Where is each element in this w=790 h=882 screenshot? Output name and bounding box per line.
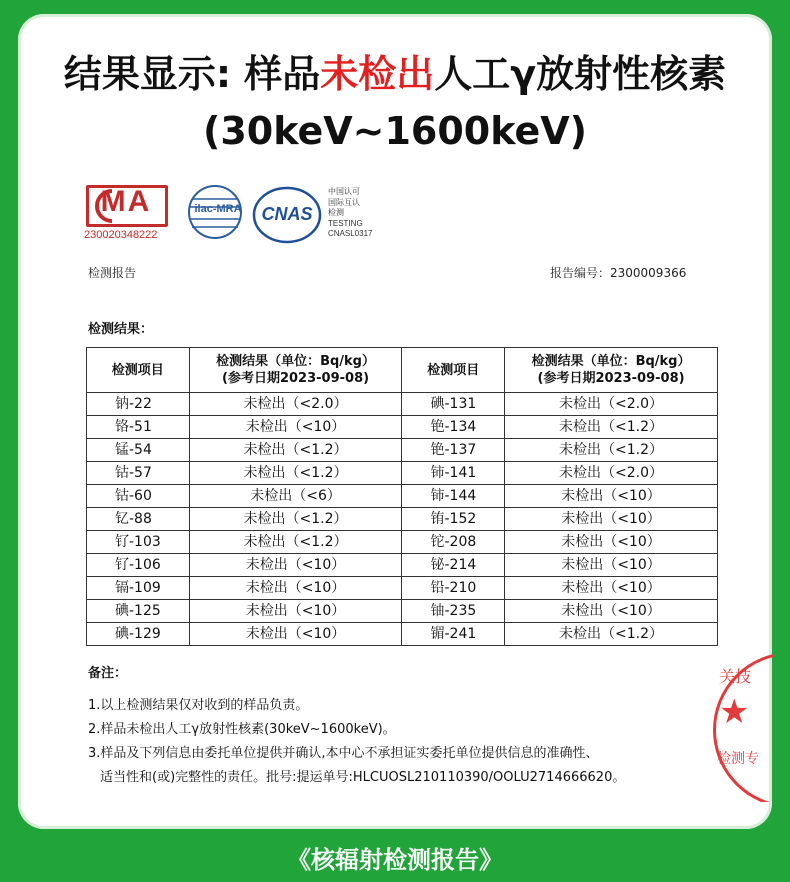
result-cell: 未检出（<1.2） (189, 531, 402, 554)
official-seal (713, 652, 773, 802)
header-item: 检测项目 (87, 348, 190, 393)
cnas-info (328, 187, 372, 240)
ilac-label: ilac-MRA (194, 203, 242, 215)
result-cell: 未检出（<1.2） (505, 439, 718, 462)
report-label: 检测报告 (88, 266, 137, 280)
cnas-info-line: TESTING (328, 218, 363, 228)
result-cell: 未检出（<10） (189, 600, 402, 623)
nuclide-cell: 铕-152 (402, 508, 505, 531)
result-cell: 未检出（<10） (505, 508, 718, 531)
result-cell: 未检出（<1.2） (189, 508, 402, 531)
notes-title: 备注： (88, 666, 128, 681)
result-cell: 未检出（<6） (189, 485, 402, 508)
header-result (189, 348, 402, 393)
table-row (87, 485, 718, 508)
table-row (87, 393, 718, 416)
nuclide-cell: 铈-144 (402, 485, 505, 508)
seal-star-icon: ★ (719, 692, 750, 732)
header-result-line: 检测结果（单位：Bq/kg） (216, 354, 375, 369)
headline-highlight: 未检出 (320, 52, 435, 96)
note-line: 3.样品及下列信息由委托单位提供并确认,本中心不承担证实委托单位提供信息的准确性、 (88, 746, 599, 761)
seal-text-top: 关技 (719, 667, 752, 686)
table-row (87, 462, 718, 485)
nuclide-cell: 钇-88 (87, 508, 190, 531)
result-cell: 未检出（<2.0） (189, 393, 402, 416)
table-row (87, 577, 718, 600)
headline-prefix: 结果显示: 样品 (63, 52, 321, 96)
nuclide-cell: 碘-125 (87, 600, 190, 623)
nuclide-cell: 铯-134 (402, 416, 505, 439)
nuclide-cell: 铋-214 (402, 554, 505, 577)
nuclide-cell: 镅-241 (402, 623, 505, 646)
cnas-label: CNAS (261, 204, 313, 224)
results-title: 检测结果： (88, 322, 154, 337)
result-cell: 未检出（<1.2） (189, 439, 402, 462)
table-row (87, 554, 718, 577)
cnas-info-line: 检测 (328, 208, 344, 217)
results-table (86, 347, 718, 646)
nuclide-cell: 镉-109 (87, 577, 190, 600)
nuclide-cell: 碘-129 (87, 623, 190, 646)
nuclide-cell: 锰-54 (87, 439, 190, 462)
result-cell: 未检出（<10） (189, 623, 402, 646)
nuclide-cell: 碘-131 (402, 393, 505, 416)
nuclide-cell: 钴-60 (87, 485, 190, 508)
table-row (87, 416, 718, 439)
headline (0, 50, 790, 98)
result-cell: 未检出（<10） (189, 554, 402, 577)
result-cell: 未检出（<10） (189, 577, 402, 600)
nuclide-cell: 钠-22 (87, 393, 190, 416)
nuclide-cell: 铊-208 (402, 531, 505, 554)
nuclide-cell: 铀-235 (402, 600, 505, 623)
table-row (87, 508, 718, 531)
cnas-info-line: 中国认可 (328, 187, 360, 196)
headline-suffix: 人工γ放射性核素 (434, 52, 727, 96)
result-cell: 未检出（<10） (505, 554, 718, 577)
nuclide-cell: 铈-141 (402, 462, 505, 485)
result-cell: 未检出（<2.0） (505, 462, 718, 485)
header-result-line: 检测结果（单位：Bq/kg） (531, 354, 691, 369)
cma-logo: MA 230020348222 (84, 183, 170, 247)
nuclide-cell: 铯-137 (402, 439, 505, 462)
result-cell: 未检出（<2.0） (505, 393, 718, 416)
nuclide-cell: 钌-103 (87, 531, 190, 554)
header-result-date: (参考日期2023-09-08) (537, 371, 685, 386)
result-cell: 未检出（<10） (189, 416, 402, 439)
result-cell: 未检出（<10） (505, 531, 718, 554)
ilac-mra-logo (186, 183, 244, 241)
note-line: 1.以上检测结果仅对收到的样品负责。 (88, 698, 309, 713)
cnas-info-line: CNASL0317 (328, 229, 373, 238)
cnas-info-line: 国际互认 (328, 197, 360, 207)
result-cell: 未检出（<1.2） (189, 462, 402, 485)
report-number: 报告编号：2300009366 (550, 266, 687, 280)
note-line: 2.样品未检出人工γ放射性核素(30keV~1600keV)。 (88, 722, 396, 737)
footer-title: 《核辐射检测报告》 (287, 846, 503, 874)
table-row (87, 623, 718, 646)
nuclide-cell: 铬-51 (87, 416, 190, 439)
table-header-row (87, 348, 718, 393)
nuclide-cell: 钌-106 (87, 554, 190, 577)
header-item: 检测项目 (402, 348, 505, 393)
header-result-date: (参考日期2023-09-08) (222, 371, 370, 386)
headline-range: (30keV~1600keV) (202, 109, 588, 153)
header-result (505, 348, 718, 393)
note-line: 适当性和(或)完整性的责任。批号:提运单号:HLCUOSL210110390/OOLU2714666620。 (100, 770, 626, 785)
result-cell: 未检出（<1.2） (505, 416, 718, 439)
cnas-logo (252, 185, 322, 245)
result-cell: 未检出（<10） (505, 600, 718, 623)
nuclide-cell: 铅-210 (402, 577, 505, 600)
table-row (87, 600, 718, 623)
cma-number: 230020348222 (84, 229, 158, 241)
table-row (87, 531, 718, 554)
nuclide-cell: 钴-57 (87, 462, 190, 485)
results-body (87, 393, 718, 646)
seal-text-bottom: 检测专 (717, 751, 759, 767)
table-row (87, 439, 718, 462)
result-cell: 未检出（<1.2） (505, 623, 718, 646)
result-cell: 未检出（<10） (505, 485, 718, 508)
result-cell: 未检出（<10） (505, 577, 718, 600)
